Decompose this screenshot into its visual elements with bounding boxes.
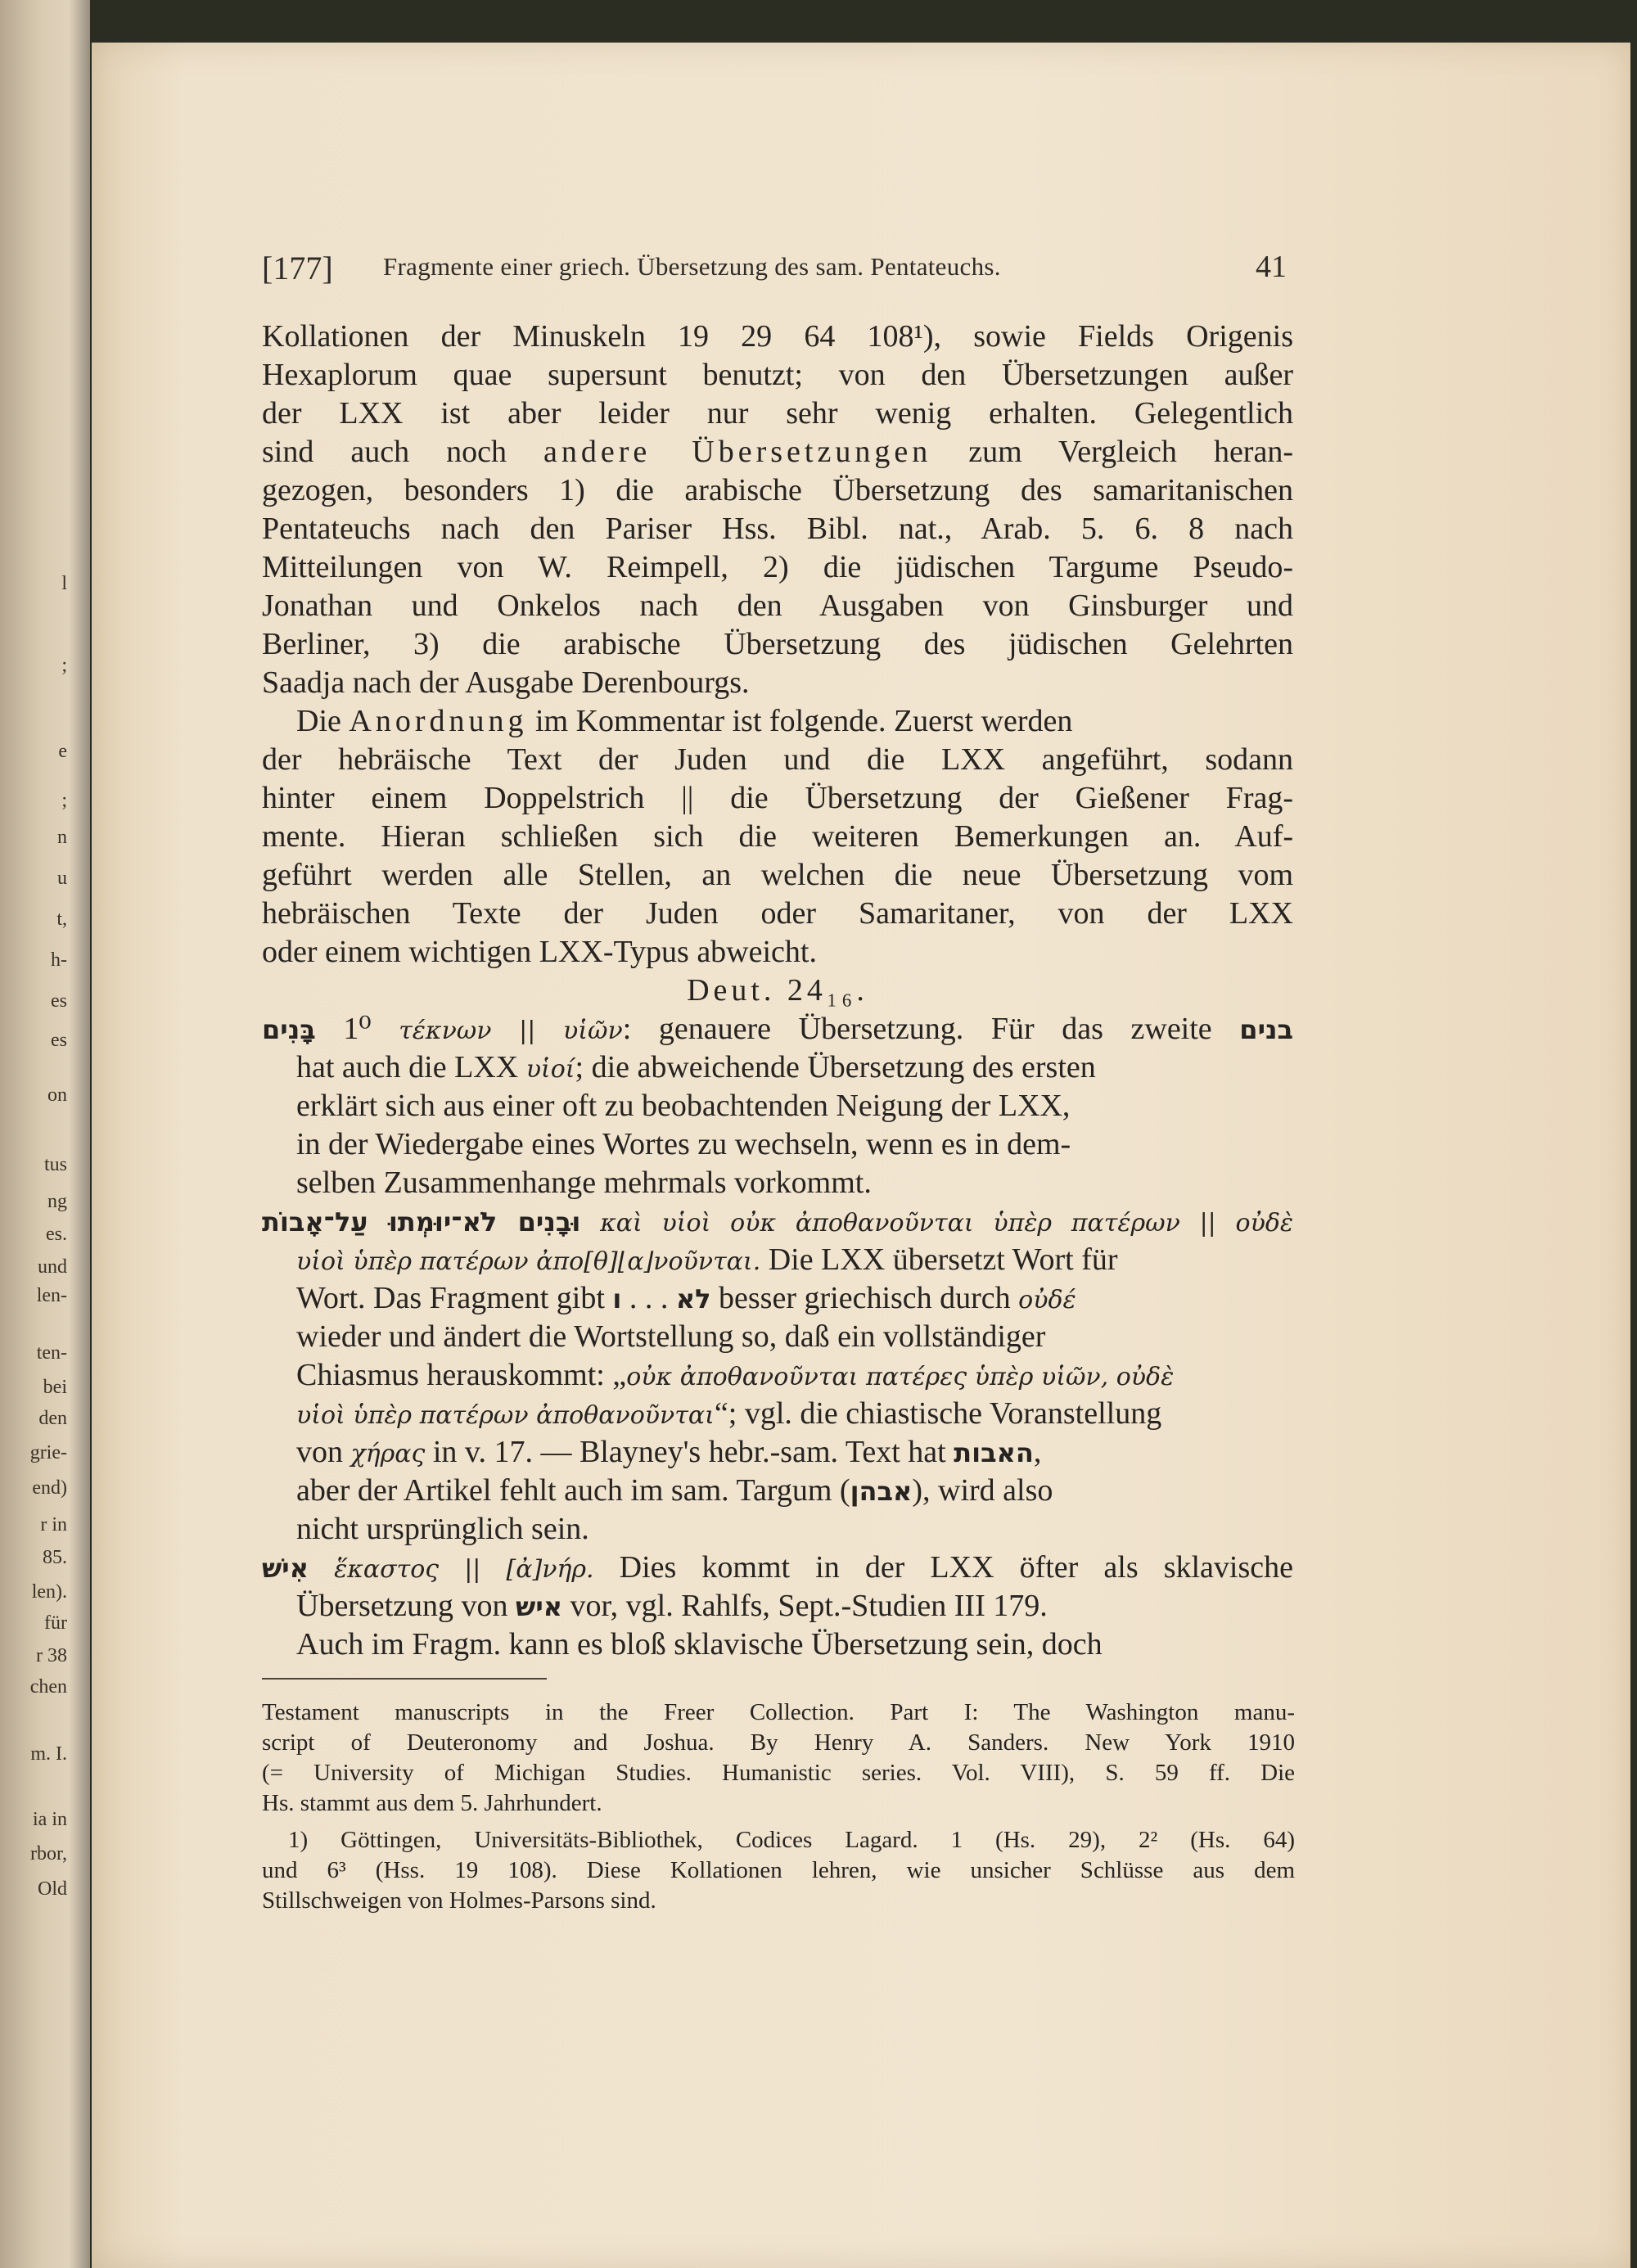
- footnote-rule: [262, 1678, 547, 1680]
- hebrew-word: אבהן: [850, 1476, 913, 1507]
- gutter-shadow: [69, 0, 90, 2268]
- text-line: Pentateuchs nach den Pariser Hss. Bibl. nat., Arab. 5. 6. 8 nach: [262, 512, 1293, 546]
- text-line: in der Wiedergabe eines Wortes zu wechseln, wenn es in dem-: [296, 1127, 1071, 1161]
- text-span: Wort. Das Fragment gibt: [296, 1281, 613, 1315]
- greek-text: οὐδέ: [1018, 1286, 1076, 1314]
- text-line: mente. Hieran schließen sich die weiteren Bemerkungen an. Auf-: [262, 819, 1293, 854]
- margin-fragment: tus: [43, 1154, 67, 1175]
- text-line: nicht ursprünglich sein.: [296, 1512, 589, 1546]
- text-span: ,: [1033, 1435, 1042, 1469]
- text-span: ), wird also: [912, 1473, 1053, 1508]
- folio-number: [177]: [262, 250, 333, 286]
- text-line: [262, 1010, 1293, 1050]
- hebrew-lemma: בָּנִים: [262, 1014, 316, 1045]
- footnote-line: 1) Göttingen, Universitäts-Bibliothek, Codices Lagard. 1 (Hs. 29), 2² (Hs. 64): [288, 1827, 1295, 1853]
- footnote-line: Hs. stammt aus dem 5. Jahrhundert.: [262, 1790, 602, 1816]
- text-line: [296, 1395, 1293, 1435]
- text-span: : genauere Übersetzung. Für das zweite: [622, 1012, 1240, 1046]
- margin-fragment: den: [38, 1408, 67, 1429]
- text-line: Hexaplorum quae supersunt benutzt; von den Übersetzungen außer: [262, 358, 1293, 392]
- section-heading: Deut. 24₁₆.: [687, 973, 868, 1008]
- text-span: Chiasmus herauskommt: „: [296, 1358, 627, 1392]
- margin-fragment: l: [61, 573, 67, 594]
- text-line: [296, 1241, 1293, 1281]
- margin-fragment: ;: [61, 790, 67, 811]
- greek-text: χήρας: [350, 1440, 426, 1468]
- text-line: Kollationen der Minuskeln 19 29 64 108¹), sowie Fields Origenis: [262, 319, 1293, 354]
- text-line: [296, 702, 1293, 740]
- margin-fragment: und: [38, 1256, 67, 1278]
- text-span: im Kommentar ist folgende. Zuerst werden: [527, 704, 1073, 738]
- text-span: “; vgl. die chiastische Voranstellung: [714, 1396, 1162, 1431]
- text-line: geführt werden alle Stellen, an welchen die neue Übersetzung vom: [262, 858, 1293, 892]
- hebrew-word: ו: [612, 1283, 622, 1314]
- text-line: [296, 1587, 1293, 1625]
- margin-fragment: h-: [51, 949, 67, 971]
- margin-fragment: e: [58, 741, 67, 762]
- margin-fragment: es: [51, 1030, 67, 1051]
- text-line: hebräischen Texte der Juden oder Samaritaner, von der LXX: [262, 896, 1293, 931]
- text-span: von: [296, 1435, 351, 1469]
- spaced-emphasis: andere Übersetzungen: [543, 435, 932, 469]
- margin-fragment: Old: [38, 1878, 67, 1900]
- text-line: Auch im Fragm. kann es bloß sklavische Übersetzung sein, doch: [296, 1627, 1103, 1662]
- text-line: [296, 1048, 1293, 1089]
- page-number: 41: [1256, 250, 1287, 284]
- margin-fragment: len-: [36, 1285, 67, 1306]
- margin-fragment: ia in: [33, 1809, 67, 1830]
- margin-fragment: u: [57, 868, 67, 889]
- footnote-line: script of Deuteronomy and Joshua. By Henry A. Sanders. New York 1910: [262, 1729, 1295, 1756]
- text-span: Die: [296, 704, 349, 738]
- text-span: Dies kommt in der LXX öfter als sklavische: [593, 1550, 1294, 1585]
- margin-fragment: bei: [43, 1377, 67, 1398]
- margin-fragment: es: [51, 990, 67, 1012]
- text-line: selben Zusammenhange mehrmals vorkommt.: [296, 1166, 872, 1200]
- hebrew-lemma: וּבָנִים לֹא־יוּמְתוּ עַל־אָבוֹת: [262, 1206, 581, 1238]
- text-line: hinter einem Doppelstrich || die Übersetzung der Gießener Frag-: [262, 781, 1293, 815]
- text-line: der LXX ist aber leider nur sehr wenig erhalten. Gelegentlich: [262, 396, 1293, 431]
- text-line: [296, 1279, 1293, 1319]
- greek-text: υἱοὶ ὑπὲρ πατέρων ἀποθανοῦνται: [296, 1401, 715, 1430]
- running-title: Fragmente einer griech. Übersetzung des sam. Pentateuchs.: [383, 252, 1001, 281]
- margin-fragment: grie-: [29, 1442, 67, 1463]
- text-line: [262, 433, 1293, 471]
- margin-fragment: n: [57, 827, 67, 848]
- text-span: in v. 17. — Blayney's hebr.-sam. Text hat: [425, 1435, 954, 1469]
- hebrew-word: האבות: [954, 1437, 1034, 1468]
- margin-fragment: len).: [31, 1581, 67, 1603]
- text-span: . . .: [621, 1281, 676, 1315]
- text-line: Jonathan und Onkelos nach den Ausgaben von Ginsburger und: [262, 588, 1293, 623]
- footnote-line: Testament manuscripts in the Freer Collection. Part I: The Washington manu-: [262, 1699, 1295, 1725]
- text-line: der hebräische Text der Juden und die LXX angeführt, sodann: [262, 742, 1293, 777]
- margin-fragment: 85.: [43, 1547, 67, 1568]
- text-span: 1⁰: [315, 1012, 399, 1046]
- text-line: erklärt sich aus einer oft zu beobachtenden Neigung der LXX,: [296, 1089, 1071, 1123]
- margin-fragment: ten-: [36, 1342, 67, 1364]
- text-line: gezogen, besonders 1) die arabische Übersetzung des samaritanischen: [262, 473, 1293, 507]
- text-line: [296, 1433, 1293, 1473]
- greek-text: υἱοὶ ὑπὲρ πατέρων ἀπο[θ]⌊α⌋νοῦνται.: [296, 1247, 761, 1276]
- text-line: Mitteilungen von W. Reimpell, 2) die jüdischen Targume Pseudo-: [262, 550, 1293, 584]
- text-span: zum Vergleich heran-: [931, 435, 1293, 469]
- margin-fragment: t,: [56, 909, 67, 930]
- margin-fragment: rbor,: [29, 1843, 67, 1864]
- margin-fragment: end): [32, 1477, 67, 1499]
- text-span: sind auch noch: [262, 435, 544, 469]
- text-span: besser griechisch durch: [710, 1281, 1019, 1315]
- margin-fragment: on: [47, 1084, 67, 1106]
- hebrew-lemma: אִישׁ: [262, 1553, 309, 1584]
- greek-text: καὶ υἱοὶ οὐκ ἀποθανοῦνται ὑπὲρ πατέρων || οὐδὲ: [580, 1209, 1294, 1238]
- greek-text: ἕκαστος || [ἀ]νήρ.: [308, 1555, 594, 1584]
- margin-fragment: m. I.: [30, 1743, 67, 1765]
- text-span: ; die abweichende Übersetzung des ersten: [575, 1050, 1096, 1084]
- margin-fragment: ;: [61, 655, 67, 676]
- text-line: oder einem wichtigen LXX-Typus abweicht.: [262, 935, 817, 969]
- book-page: [92, 43, 1630, 2268]
- greek-text: υἱοί: [525, 1055, 575, 1084]
- footnote-line: (= University of Michigan Studies. Humanistic series. Vol. VIII), S. 59 ff. Die: [262, 1760, 1295, 1786]
- text-span: hat auch die LXX: [296, 1050, 526, 1084]
- text-span: vor, vgl. Rahlfs, Sept.-Studien III 179.: [562, 1589, 1048, 1623]
- margin-fragment: es.: [46, 1224, 67, 1245]
- footnote-line: und 6³ (Hss. 19 108). Diese Kollationen lehren, wie unsicher Schlüsse aus dem: [262, 1857, 1295, 1883]
- text-line: [262, 1549, 1293, 1589]
- previous-page-edge: [0, 0, 90, 2268]
- text-line: Berliner, 3) die arabische Übersetzung des jüdischen Gelehrten: [262, 627, 1293, 661]
- margin-fragment: ng: [47, 1191, 67, 1212]
- margin-fragment: für: [44, 1612, 67, 1634]
- hebrew-word: לא: [675, 1283, 711, 1314]
- spaced-emphasis: Anordnung: [349, 704, 528, 738]
- text-span: Übersetzung von: [296, 1589, 516, 1623]
- hebrew-word: איש: [516, 1591, 563, 1622]
- margin-fragment: r in: [40, 1514, 67, 1535]
- margin-fragment: chen: [29, 1676, 67, 1698]
- greek-text: τέκνων || υἱῶν: [399, 1017, 623, 1045]
- footnote-line: Stillschweigen von Holmes-Parsons sind.: [262, 1887, 656, 1914]
- text-span: Die LXX übersetzt Wort für: [760, 1242, 1118, 1277]
- text-line: [262, 1202, 1293, 1242]
- text-line: Saadja nach der Ausgabe Derenbourgs.: [262, 665, 750, 700]
- text-line: [296, 1356, 1293, 1396]
- text-line: wieder und ändert die Wortstellung so, daß ein vollständiger: [296, 1319, 1046, 1354]
- hebrew-word: בנים: [1239, 1014, 1294, 1045]
- greek-text: οὐκ ἀποθανοῦνται πατέρες ὑπὲρ υἱῶν, οὐδὲ: [626, 1363, 1175, 1391]
- margin-fragment: r 38: [36, 1645, 67, 1666]
- text-span: aber der Artikel fehlt auch im sam. Targum (: [296, 1473, 850, 1508]
- text-line: [296, 1472, 1293, 1510]
